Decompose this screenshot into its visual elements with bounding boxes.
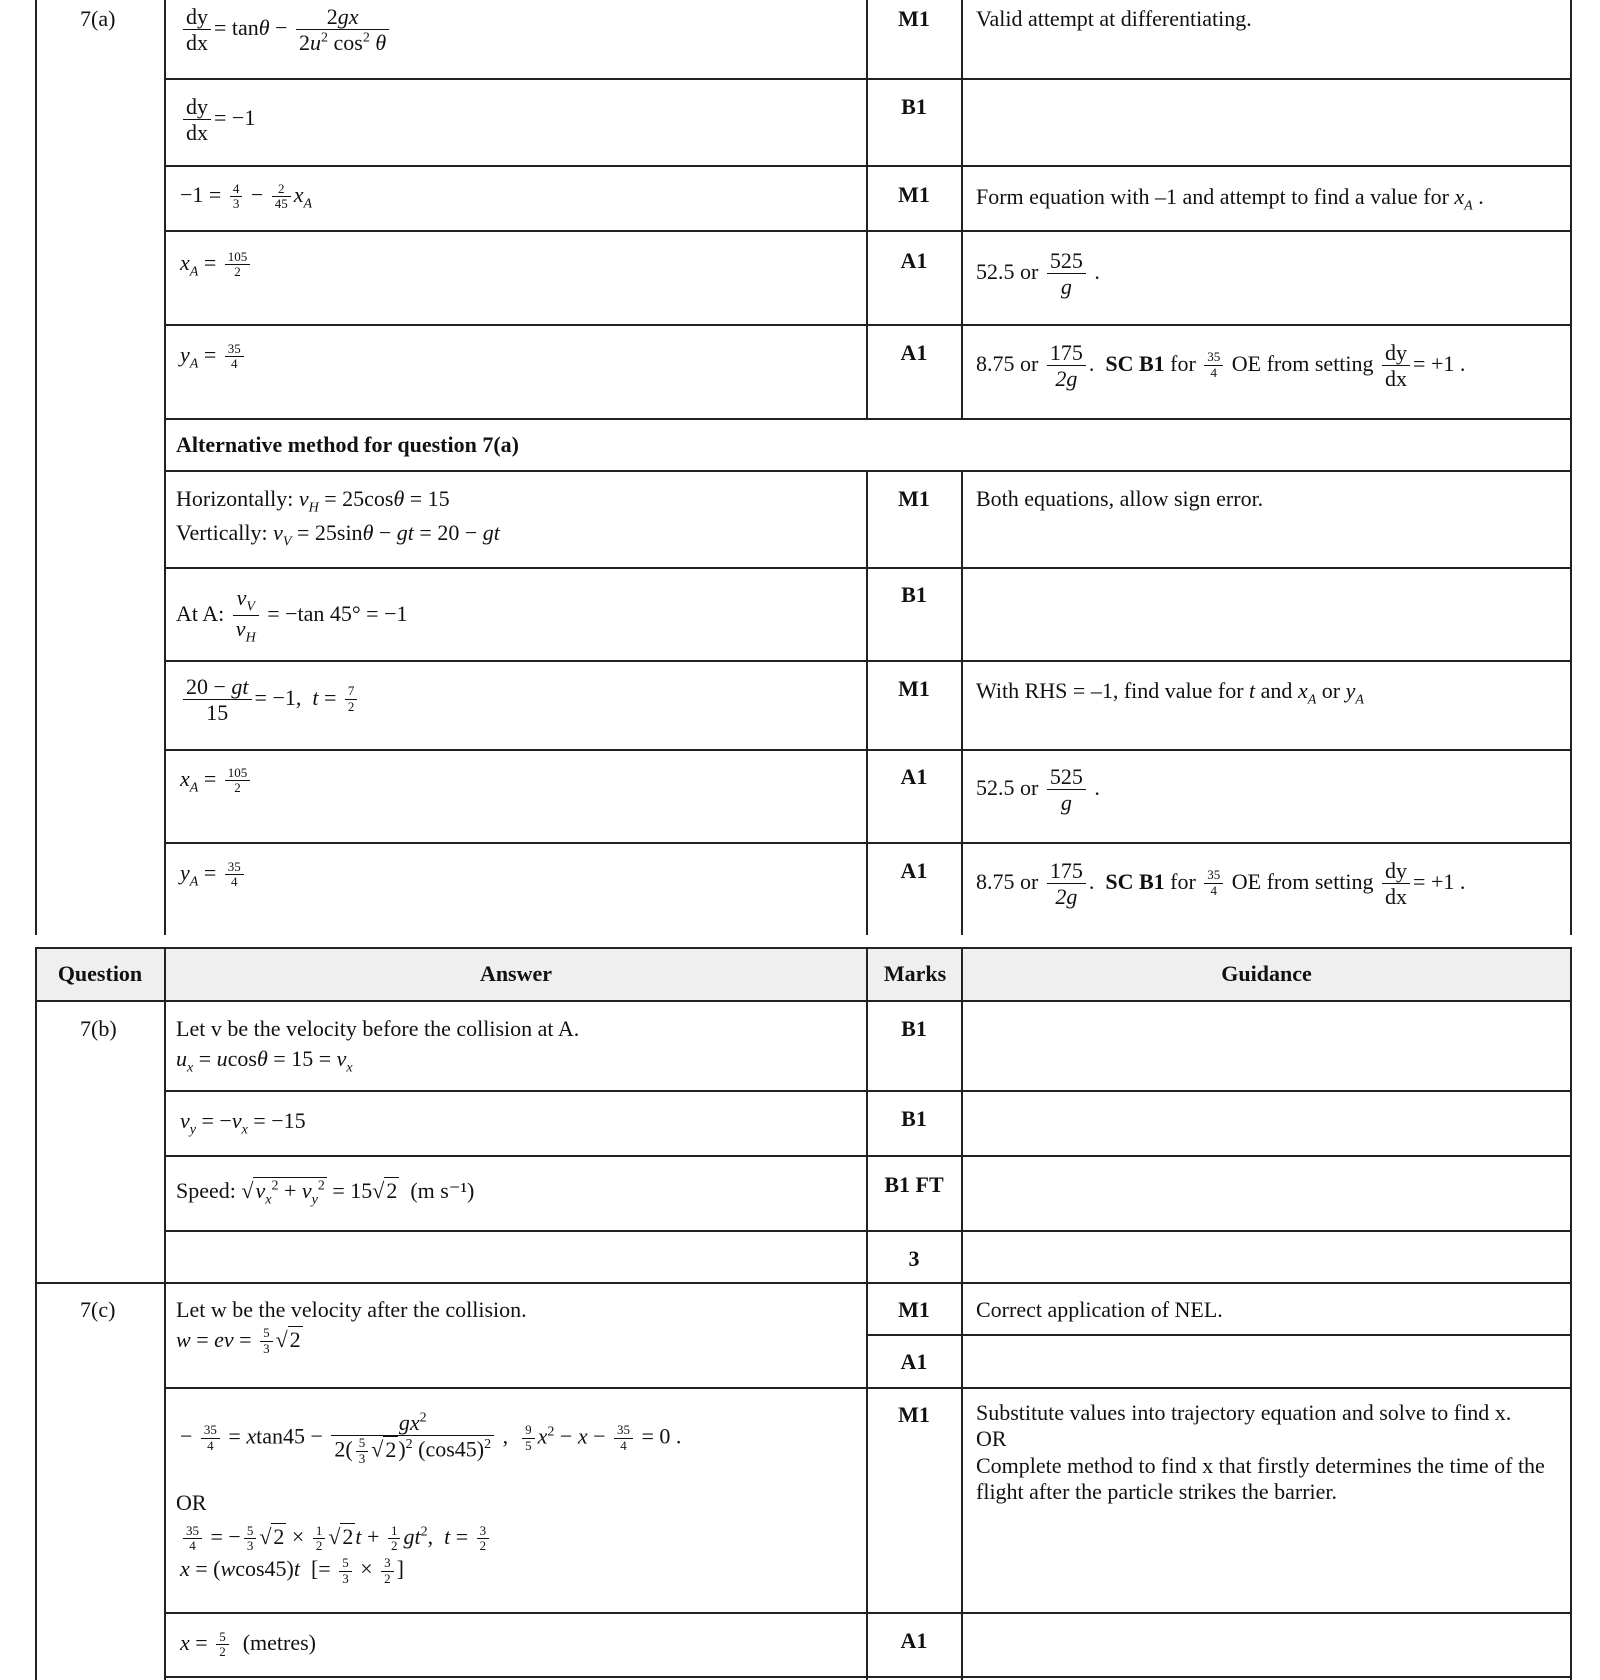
mark-value: B1 bbox=[901, 94, 927, 119]
answer-cell: Let v be the velocity before the collision at A. $u_x = ucos\theta = 15 = v_x$ bbox=[176, 1016, 580, 1076]
guidance-cell: 52.5 or $\frac{525}{g}$ . bbox=[976, 248, 1100, 300]
alternative-method-heading: Alternative method for question 7(a) bbox=[176, 432, 519, 457]
mark-total: 3 bbox=[908, 1246, 920, 1271]
question-label: 7(c) bbox=[80, 1297, 116, 1322]
answer-text: Let w be the velocity after the collision. bbox=[176, 1297, 527, 1322]
row-line bbox=[164, 324, 1572, 326]
guidance-cell: With RHS = –1, find value for t and $x_A$ or $y_A$ bbox=[976, 678, 1364, 708]
header-guidance: Guidance bbox=[1221, 961, 1312, 986]
mark-value: B1 bbox=[901, 582, 927, 607]
fraction-numerator: 175 bbox=[1047, 858, 1086, 884]
fraction-denominator: g bbox=[1060, 790, 1072, 816]
row-line bbox=[164, 230, 1572, 232]
row-line bbox=[164, 1090, 1572, 1092]
answer-text: Speed: bbox=[176, 1178, 236, 1203]
guidance-text: Form equation with –1 and attempt to find a value for bbox=[976, 184, 1449, 209]
row-line bbox=[164, 418, 1572, 420]
answer-text: OR bbox=[176, 1490, 207, 1515]
fraction-denominator: g bbox=[1060, 274, 1072, 300]
mark-value: A1 bbox=[900, 1349, 928, 1374]
answer-cell: −1 = $\frac{4}{3}$ − $\frac{2}{45}$ $x_A$ bbox=[180, 180, 313, 212]
answer-text: Let v be the velocity before the collision at A. bbox=[176, 1016, 580, 1041]
table-divider bbox=[164, 947, 166, 1680]
fraction-numerator: 525 bbox=[1047, 248, 1086, 274]
row-line bbox=[164, 1230, 1572, 1232]
answer-cell: $y_A$ = $\frac{35}{4}$ bbox=[180, 340, 247, 374]
answer-cell: $x_A$ = $\frac{105}{2}$ bbox=[180, 248, 253, 282]
row-line bbox=[164, 1612, 1572, 1614]
mark-value: M1 bbox=[898, 486, 930, 511]
fraction-numerator: 175 bbox=[1047, 340, 1086, 366]
answer-cell: − $\frac{35}{4}$ = xtan45 − $gx^2$ 2( $\frac{5}{3}$ √2)$^2$ $(\cos 45)^2$ , $\frac{9}{5}$ $x^2 - x$ − $\frac{35}{4}$ = 0 . bbox=[180, 1410, 682, 1467]
guidance-text: OE from setting bbox=[1231, 350, 1374, 376]
table-border-right bbox=[1570, 947, 1572, 1680]
guidance-text: 52.5 or bbox=[976, 258, 1039, 284]
row-line bbox=[35, 947, 1572, 949]
row-line bbox=[164, 749, 1572, 751]
guidance-text: Complete method to find x that firstly determines the time of the flight after the particle strikes the barrier. bbox=[976, 1452, 1545, 1505]
mark-value: A1 bbox=[900, 764, 928, 789]
mark-value: A1 bbox=[900, 1628, 928, 1653]
mark-value: A1 bbox=[900, 858, 928, 883]
guidance-cell: Valid attempt at differentiating. bbox=[976, 6, 1252, 31]
table-border-left bbox=[35, 947, 37, 1680]
row-line bbox=[164, 1676, 1572, 1678]
header-answer: Answer bbox=[479, 961, 553, 986]
table-divider bbox=[961, 0, 963, 420]
answer-cell: $\frac{dy}{dx}$ = tanθ − $\frac{2gx}{2u^2 \cos^2 \theta}$ bbox=[180, 4, 392, 56]
special-case-label: SC B1 bbox=[1105, 350, 1165, 376]
row-line bbox=[164, 1155, 1572, 1157]
mark-value: B1 FT bbox=[884, 1172, 944, 1197]
mark-value: M1 bbox=[898, 182, 930, 207]
table-divider bbox=[961, 470, 963, 935]
mark-value: M1 bbox=[898, 1297, 930, 1322]
answer-text: Horizontally: bbox=[176, 486, 294, 511]
answer-cell: Let w be the velocity after the collision. w = ev = $\frac{5}{3}$ √2 bbox=[176, 1297, 527, 1357]
row-line bbox=[164, 660, 1572, 662]
row-line bbox=[164, 165, 1572, 167]
answer-cell: $x_A$ = $\frac{105}{2}$ bbox=[180, 764, 253, 798]
answer-cell: $\frac{35}{4}$ = − $\frac{5}{3}$ √2 × $\frac{1}{2}$ √2t + $\frac{1}{2}$ $gt^2$, t = $\frac{3}{2}$ x = (wcos45)t [= $\frac{5}{3}$ × $\frac{3}{2}$ ] bbox=[180, 1522, 492, 1587]
row-line bbox=[164, 470, 1572, 472]
row-line bbox=[164, 1387, 1572, 1389]
guidance-text: for bbox=[1170, 868, 1196, 894]
question-label: 7(a) bbox=[80, 6, 116, 31]
table-divider bbox=[164, 0, 166, 935]
guidance-cell: 8.75 or $\frac{175}{2g}$ . SC B1 for $\frac{35}{4}$ OE from setting $\frac{dy}{dx}$ = +1 . bbox=[976, 858, 1466, 910]
answer-text: At A: bbox=[176, 601, 225, 627]
row-line bbox=[164, 842, 1572, 844]
guidance-cell: Both equations, allow sign error. bbox=[976, 486, 1264, 511]
answer-cell: $\frac{dy}{dx}$ = −1 bbox=[180, 94, 255, 146]
fraction-numerator: 525 bbox=[1047, 764, 1086, 790]
row-line bbox=[164, 567, 1572, 569]
guidance-cell: Correct application of NEL. bbox=[976, 1297, 1223, 1322]
guidance-text: OE from setting bbox=[1231, 868, 1374, 894]
header-marks: Marks bbox=[883, 961, 947, 986]
mark-value: B1 bbox=[901, 1016, 927, 1041]
table-border-left bbox=[35, 0, 37, 935]
table-border-right bbox=[1570, 0, 1572, 935]
guidance-text: 8.75 or bbox=[976, 868, 1039, 894]
answer-text: Vertically: bbox=[176, 520, 268, 546]
row-line bbox=[35, 1282, 1572, 1284]
fraction-denominator: 2g bbox=[1055, 884, 1078, 910]
guidance-text: 8.75 or bbox=[976, 350, 1039, 376]
answer-cell: Horizontally: $v_H = 25\cos\theta = 15$ Vertically: $v_V = 25\sin\theta$ − gt = 20 − gt bbox=[176, 486, 500, 550]
guidance-text: With RHS = –1, find value for bbox=[976, 678, 1244, 703]
unit-text: (metres) bbox=[242, 1630, 316, 1655]
guidance-cell: Form equation with –1 and attempt to find a value for $x_A$ . bbox=[976, 184, 1484, 214]
guidance-cell: 52.5 or $\frac{525}{g}$ . bbox=[976, 764, 1100, 816]
guidance-text: for bbox=[1170, 350, 1196, 376]
answer-cell: x = $\frac{5}{2}$ (metres) bbox=[180, 1628, 316, 1660]
answer-cell: Speed: $√v_x^2 + v_y^2 = 15√2$ (m s⁻¹) bbox=[176, 1178, 475, 1208]
mark-value: A1 bbox=[900, 248, 928, 273]
guidance-text: OR bbox=[976, 1426, 1007, 1452]
header-question: Question bbox=[57, 961, 143, 986]
mark-value: M1 bbox=[898, 676, 930, 701]
row-line bbox=[35, 1000, 1572, 1002]
mark-value: A1 bbox=[900, 340, 928, 365]
special-case-label: SC B1 bbox=[1105, 868, 1165, 894]
row-line bbox=[866, 1334, 1572, 1336]
mark-value: B1 bbox=[901, 1106, 927, 1131]
guidance-text: 52.5 or bbox=[976, 774, 1039, 800]
guidance-text: Substitute values into trajectory equation and solve to find x. bbox=[976, 1400, 1512, 1425]
question-label: 7(b) bbox=[80, 1016, 117, 1041]
row-line bbox=[164, 78, 1572, 80]
unit-text: (m s⁻¹) bbox=[410, 1178, 475, 1203]
mark-value: M1 bbox=[898, 1402, 930, 1427]
guidance-cell: 8.75 or $\frac{175}{2g}$ . SC B1 for $\frac{35}{4}$ OE from setting $\frac{dy}{dx}$ = +1 . bbox=[976, 340, 1466, 392]
answer-cell: $\frac{20 - gt}{15}$ = −1, t = $\frac{7}{2}$ bbox=[180, 674, 360, 726]
guidance-cell bbox=[976, 1400, 1566, 1506]
mark-value: M1 bbox=[898, 6, 930, 31]
answer-cell: $v_y = -v_x = -15$ bbox=[180, 1108, 306, 1138]
answer-cell: $y_A$ = $\frac{35}{4}$ bbox=[180, 858, 247, 892]
fraction-denominator: 2g bbox=[1055, 366, 1078, 392]
answer-cell: At A: $\frac{v_V}{v_H}$ = −tan 45° = −1 bbox=[176, 585, 408, 646]
table-divider bbox=[961, 947, 963, 1680]
